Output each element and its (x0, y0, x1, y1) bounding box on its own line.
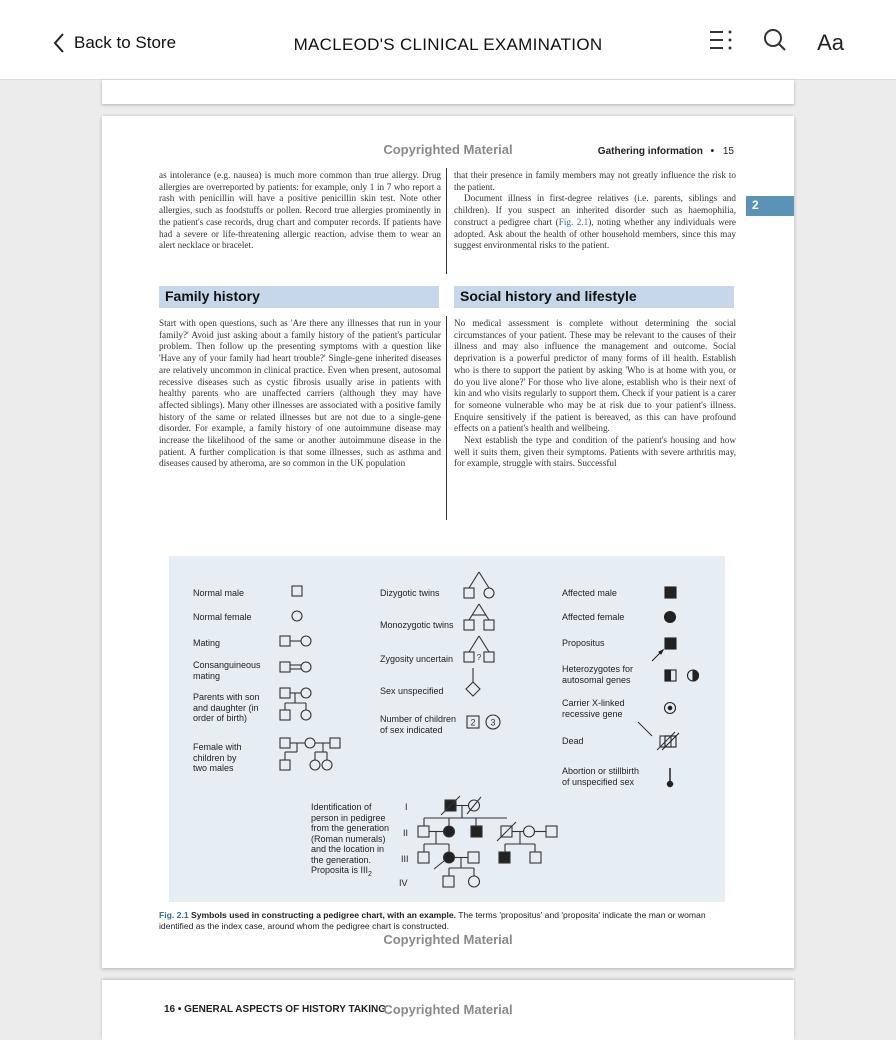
next-page-copyright: Copyrighted Material (383, 1002, 513, 1017)
label-sex-unspecified: Sex unspecified (380, 686, 444, 696)
search-icon[interactable] (763, 28, 787, 57)
label-affected-female: Affected female (562, 612, 625, 622)
book-page (102, 116, 794, 968)
previous-page-edge (102, 80, 794, 104)
copyright-watermark-top: Copyrighted Material (383, 142, 513, 157)
column-divider-body (446, 316, 447, 520)
right-column-body (454, 318, 736, 470)
label-parents-children: Parents with son and daughter (in order of birth) (193, 692, 260, 723)
fig-reference-link[interactable]: Fig. 2.1 (558, 216, 589, 227)
symbol-monozygotic (464, 604, 494, 630)
example-pedigree (418, 796, 557, 887)
right-column-top (454, 170, 736, 252)
symbol-normal-female (292, 611, 302, 621)
label-pedigree-identification: Identification of person in pedigree from the generation (Roman numerals) and the location in the generation. Proposita is $III_2$ (311, 802, 390, 878)
next-page-running-head: 16 • GENERAL ASPECTS OF HISTORY TAKING (164, 1004, 387, 1015)
number-box-2: 2 (470, 717, 476, 728)
label-propositus: Propositus (562, 638, 605, 648)
zygosity-question: ? (476, 653, 482, 662)
caption-title: Symbols used in constructing a pedigree chart, with an example. (191, 910, 457, 920)
symbol-mating (280, 636, 311, 646)
symbol-normal-male (292, 586, 302, 596)
left-column-body (159, 318, 441, 470)
figure-caption (159, 910, 739, 932)
running-head-text: Gathering information (597, 146, 703, 157)
symbol-abortion (668, 768, 673, 787)
symbol-x-linked-carrier (665, 703, 676, 714)
back-label: Back to Store (74, 33, 177, 52)
label-female-two-males: Female with children by two males (193, 742, 242, 773)
pedigree-figure (169, 556, 725, 902)
symbol-dead-slash (638, 722, 652, 736)
left-column-top (159, 170, 441, 252)
generation-2: II (403, 828, 409, 838)
label-consanguineous: Consanguineous mating (193, 660, 261, 681)
font-settings-icon[interactable]: Aa (817, 29, 844, 55)
family-history-paragraph: Start with open questions, such as 'Are there any illnesses that run in your family?' Avoid just asking about a family history of the patient's particular problem. Then follow up the presenting symptoms with a question like 'Have any of your family had heart trouble?' Single-gene inherited diseases are relatively uncommon in clinical practice. Even when present, autosomal recessive diseases such as cystic fibrosis usually arise in patients with healthy parents who are unaffected carriers (although they may have affected siblings). Many other illnesses are associated with a positive family history of the same or related illnesses but are not due to a single-gene disorder. For example, a family history of one autoimmune disease may increase the likelihood of the same or another autoimmune disease in the patient. A further complication is that some illnesses, such as asthma and diseases caused by atheroma, are so common in the UK population (159, 318, 441, 469)
number-circle-3: 3 (490, 717, 496, 728)
table-of-contents-icon[interactable] (709, 29, 733, 56)
label-number-children: Number of children of sex indicated (380, 714, 457, 735)
label-dizygotic: Dizygotic twins (380, 588, 440, 598)
pedigree-symbols (169, 556, 725, 902)
book-title: MACLEOD'S CLINICAL EXAMINATION (293, 35, 603, 54)
label-abortion: Abortion or stillbirth of unspecified sex (562, 766, 640, 787)
label-x-linked-carrier: Carrier X-linked recessive gene (562, 698, 625, 719)
caption-figure-number: Fig. 2.1 (159, 910, 189, 920)
symbol-affected-female (665, 612, 676, 623)
generation-1: I (405, 802, 408, 812)
label-heterozygotes: Heterozygotes for autosomal genes (562, 664, 634, 685)
generation-3: III (401, 854, 409, 864)
page-number: 15 (722, 146, 734, 157)
right-top-paragraph-1: that their presence in family members may not greatly influence the risk to the patient. (454, 170, 736, 192)
symbol-affected-male (665, 587, 676, 598)
social-history-paragraph-2: Next establish the type and condition of the patient's housing and how well it suits them, given their symptoms. Patients with severe arthritis may, for example, struggle with stairs. Successful (454, 435, 736, 469)
label-dead: Dead (562, 736, 584, 746)
symbol-dead-marker (662, 733, 679, 750)
symbol-parents-children (280, 688, 311, 720)
left-top-paragraph: as intolerance (e.g. nausea) is much more common than true allergy. Drug allergies are overreported by patients: for example, only 1 in 7 who report a rash with penicillin will have a positive penicillin skin test. Note other allergies, such as foodstuffs or pollen. Record true allergies prominently in the patient's case records, drug chart and computer records. If patients have had a severe or life-threatening allergic reaction, advise them to wear an alert necklace or bracelet. (159, 170, 441, 251)
label-monozygotic: Monozygotic twins (380, 620, 454, 630)
copyright-watermark-bottom: Copyrighted Material (383, 932, 513, 947)
symbol-propositus (665, 638, 676, 649)
label-normal-female: Normal female (193, 612, 252, 622)
running-head (598, 146, 734, 157)
symbol-consanguineous (280, 662, 311, 672)
symbol-sex-unspecified (466, 668, 480, 696)
label-zygosity-uncertain: Zygosity uncertain (380, 654, 454, 664)
symbol-dizygotic (464, 572, 494, 598)
label-affected-male: Affected male (562, 588, 617, 598)
label-mating: Mating (193, 638, 221, 648)
generation-4: IV (399, 878, 408, 888)
heading-social-history: Social history and lifestyle (454, 286, 734, 308)
caption-body: The terms 'propositus' and 'proposita' indicate the man or woman identified as the index case, around whom the pedigree chart is constructed. (159, 910, 706, 931)
symbol-heterozygotes (665, 670, 699, 681)
next-page-edge (102, 980, 794, 1040)
heading-family-history: Family history (159, 286, 439, 308)
symbol-female-two-males (280, 738, 340, 770)
chapter-tab[interactable]: 2 (746, 196, 794, 216)
running-head-bullet: • (710, 146, 715, 157)
reader-toolbar (0, 0, 896, 80)
column-divider-top (446, 168, 447, 274)
social-history-paragraph-1: No medical assessment is complete without determining the social circumstances of your patient. These may be relevant to the causes of their illness and may also influence the management and outcome. Social deprivation is a powerful predictor of many forms of ill health. Establish who is there to support the patient by asking 'Who is at home with you, or do you live alone?' For those who live alone, establish who is their next of kin and who visits regularly to support them. Check if your patient is a carer for someone vulnerable who may be at risk due to your patient's illness. Enquire sensitively if the patient is bereaved, as this can have profound effects on a patient's health and wellbeing. (454, 318, 736, 434)
right-top-paragraph-2: Document illness in first-degree relatives (i.e. parents, siblings and children). If you suspect an inherited disorder such as haemophilia, construct a pedigree chart (Fig. 2.1), noting whether any individuals were adopted. Ask about the health of other household members, since this may suggest environmental risks to the patient. (454, 193, 736, 251)
label-normal-male: Normal male (193, 588, 245, 598)
